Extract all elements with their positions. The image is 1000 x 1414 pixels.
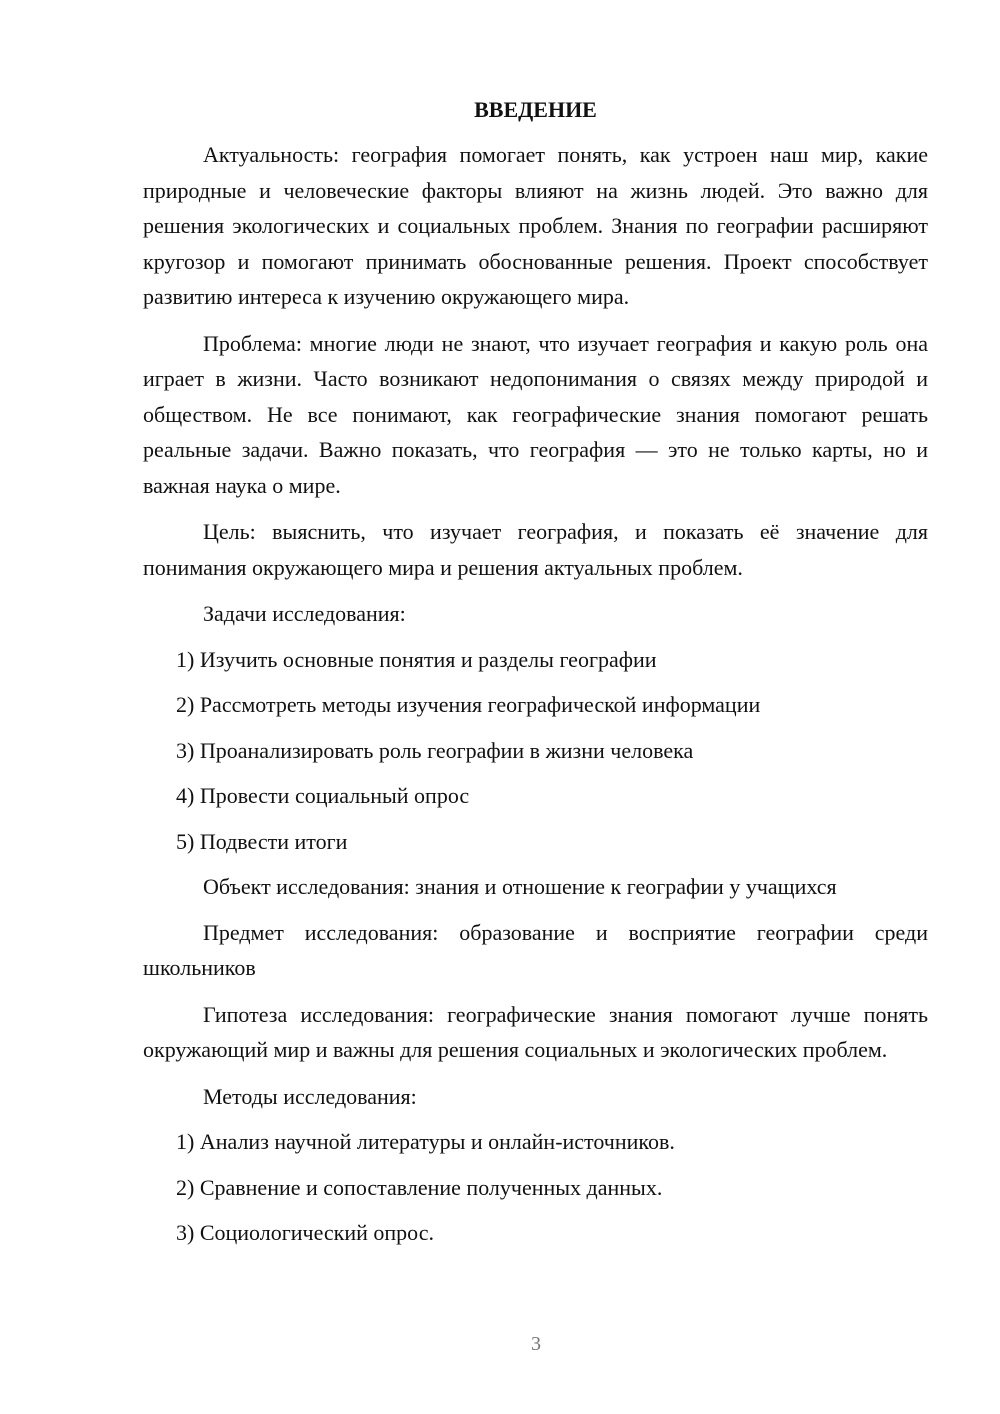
- methods-heading: Методы исследования:: [203, 1083, 417, 1109]
- relevance-paragraph: Актуальность: география помогает понять, как устроен наш мир, какие природные и человеческие факторы влияют на жизнь людей. Это важно для решения экологических и социальных проблем. Знания по географии расширяют кругозор и помогают принимать обоснованные решения. Проект способствует развитию интереса к изучению окружающего мира.: [143, 142, 928, 309]
- goal-paragraph: Цель: выяснить, что изучает география, и показать её значение для понимания окружающего мира и решения актуальных проблем.: [143, 519, 928, 580]
- task-item: 4) Провести социальный опрос: [176, 783, 470, 808]
- subject-paragraph: Предмет исследования: образование и восприятие географии среди школьников: [143, 919, 928, 980]
- task-item: 5) Подвести итоги: [176, 828, 348, 854]
- tasks-heading: Задачи исследования:: [203, 601, 406, 626]
- section-title: ВВЕДЕНИЕ: [474, 97, 597, 122]
- task-item: 2) Рассмотреть методы изучения географической информации: [176, 692, 761, 717]
- method-item: 1) Анализ научной литературы и онлайн-источников.: [176, 1129, 675, 1154]
- page-content: [143, 95, 928, 1261]
- task-item: 1) Изучить основные понятия и разделы географии: [176, 646, 657, 672]
- task-item: 3) Проанализировать роль географии в жизни человека: [176, 737, 694, 763]
- page-number: 3: [531, 1333, 541, 1355]
- problem-paragraph: Проблема: многие люди не знают, что изучает география и какую роль она играет в жизни. Часто возникают недопонимания о связях между природой и обществом. Не все понимают, как географические знания помогают решать реальные задачи. Важно показать, что география — это не только карты, но и важная наука о мире.: [143, 330, 928, 498]
- method-item: 2) Сравнение и сопоставление полученных данных.: [176, 1174, 663, 1200]
- hypothesis-paragraph: Гипотеза исследования: географические знания помогают лучше понять окружающий мир и важны для решения социальных и экологических проблем.: [143, 1001, 928, 1062]
- object-line: Объект исследования: знания и отношение к географии у учащихся: [203, 874, 837, 899]
- method-item: 3) Социологический опрос.: [176, 1220, 434, 1245]
